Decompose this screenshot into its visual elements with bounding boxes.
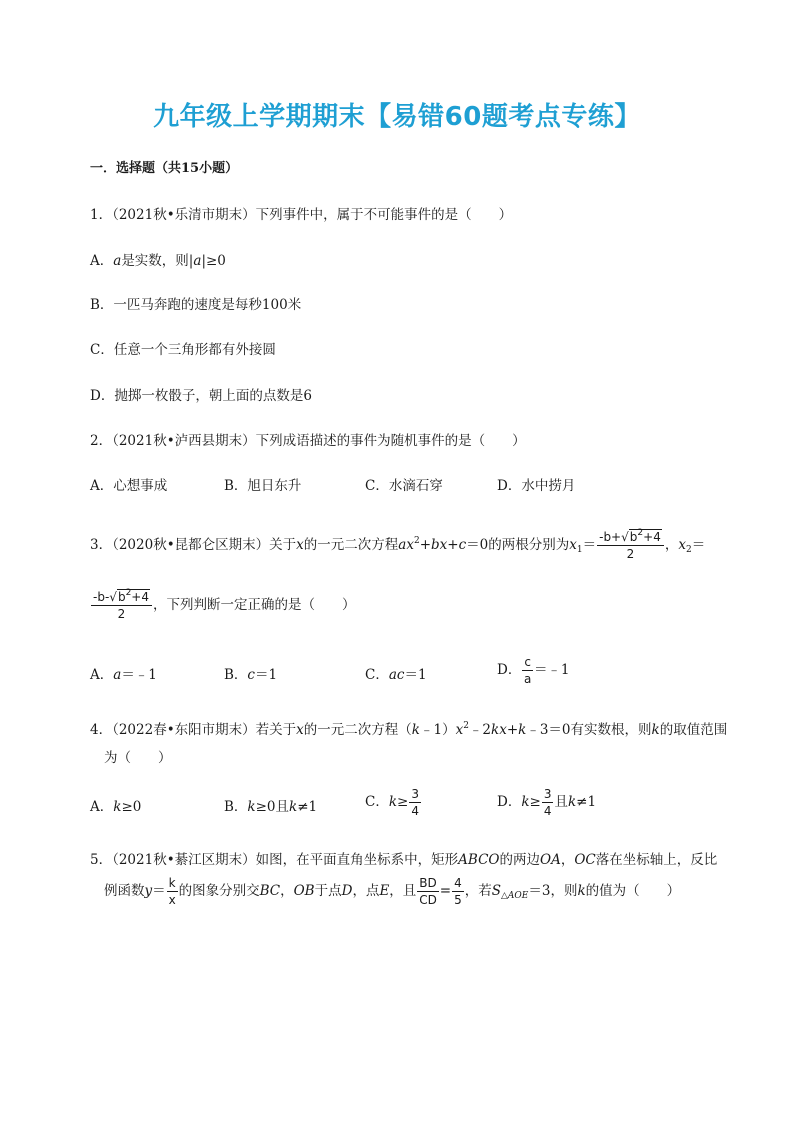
question-4-stem-line1: 4．（2022春•东阳市期末）若关于x的一元二次方程$(k﹣1)x^2﹣2kx+k﹣3=0$有实数根，则k的取值范围 — [90, 721, 728, 738]
question-3-option-b: B．c＝1 — [224, 667, 278, 683]
question-3-option-d: D． $\frac{c}{a}$ ＝﹣1 — [497, 655, 570, 686]
question-2-option-d: D．水中捞月 — [497, 478, 576, 494]
question-1-option-c: C．任意一个三角形都有外接圆 — [90, 342, 276, 358]
question-4-option-b: B．k≥0且k≠1 — [224, 799, 318, 815]
question-3-option-c: C．ac＝1 — [365, 667, 427, 683]
question-5-stem-line1: 5．（2021秋•綦江区期末）如图，在平面直角坐标系中，矩形ABCO的两边OA，OC落在坐标轴上，反比 — [90, 852, 718, 868]
question-2-option-c: C．水滴石穿 — [365, 478, 443, 494]
question-4-option-d: D．k≥ $\frac{3}{4}$ 且k≠1 — [497, 787, 597, 818]
question-3-option-a: A．a＝﹣1 — [90, 667, 157, 683]
question-1-option-d: D．抛掷一枚骰子，朝上面的点数是6 — [90, 388, 312, 404]
root-fraction-2: $\frac{-b-√b^2+4}{2}$ — [91, 590, 152, 621]
question-2-option-b: B．旭日东升 — [224, 478, 302, 494]
question-1-stem: 1．（2021秋•乐清市期末）下列事件中，属于不可能事件的是（ ） — [90, 207, 513, 223]
question-1-option-a: A．a是实数，则|a|≥0 — [90, 253, 226, 269]
question-3-stem-line1: 3．（2020秋•昆都仑区期末）关于x的一元二次方程$ax^2+bx+c=0$的两根分别为$x_1=$ $\frac{-b+√b^2+4}{2}$ ，$x_2=$ — [90, 528, 706, 561]
question-4-option-a: A．k≥0 — [90, 799, 142, 815]
question-1-option-b: B．一匹马奔跑的速度是每秒100米 — [90, 297, 302, 313]
question-5-stem-line2: 例函数y＝ $\frac{k}{x}$ 的图象分别交BC，OB于点D，点E，且 $\frac{BD}{CD}$ = $\frac{4}{5}$ ，若$S_{\triangle AOE}=3$，则k的值为（ ） — [104, 876, 681, 907]
question-3-stem-line2: $\frac{-b-√b^2+4}{2}$ ，下列判断一定正确的是（ ） — [93, 588, 356, 621]
question-4-option-c: C．k≥ $\frac{3}{4}$ — [365, 787, 419, 818]
question-2-stem: 2．（2021秋•泸西县期末）下列成语描述的事件为随机事件的是（ ） — [90, 433, 526, 449]
page-title: 九年级上学期期末【易错60题考点专练】 — [153, 102, 641, 132]
question-2-option-a: A．心想事成 — [90, 478, 168, 494]
section-heading: 一．选择题（共15小题） — [90, 161, 239, 176]
root-fraction-1: $\frac{-b+√b^2+4}{2}$ — [597, 530, 664, 561]
question-4-stem-line2: 为（ ） — [104, 750, 172, 766]
